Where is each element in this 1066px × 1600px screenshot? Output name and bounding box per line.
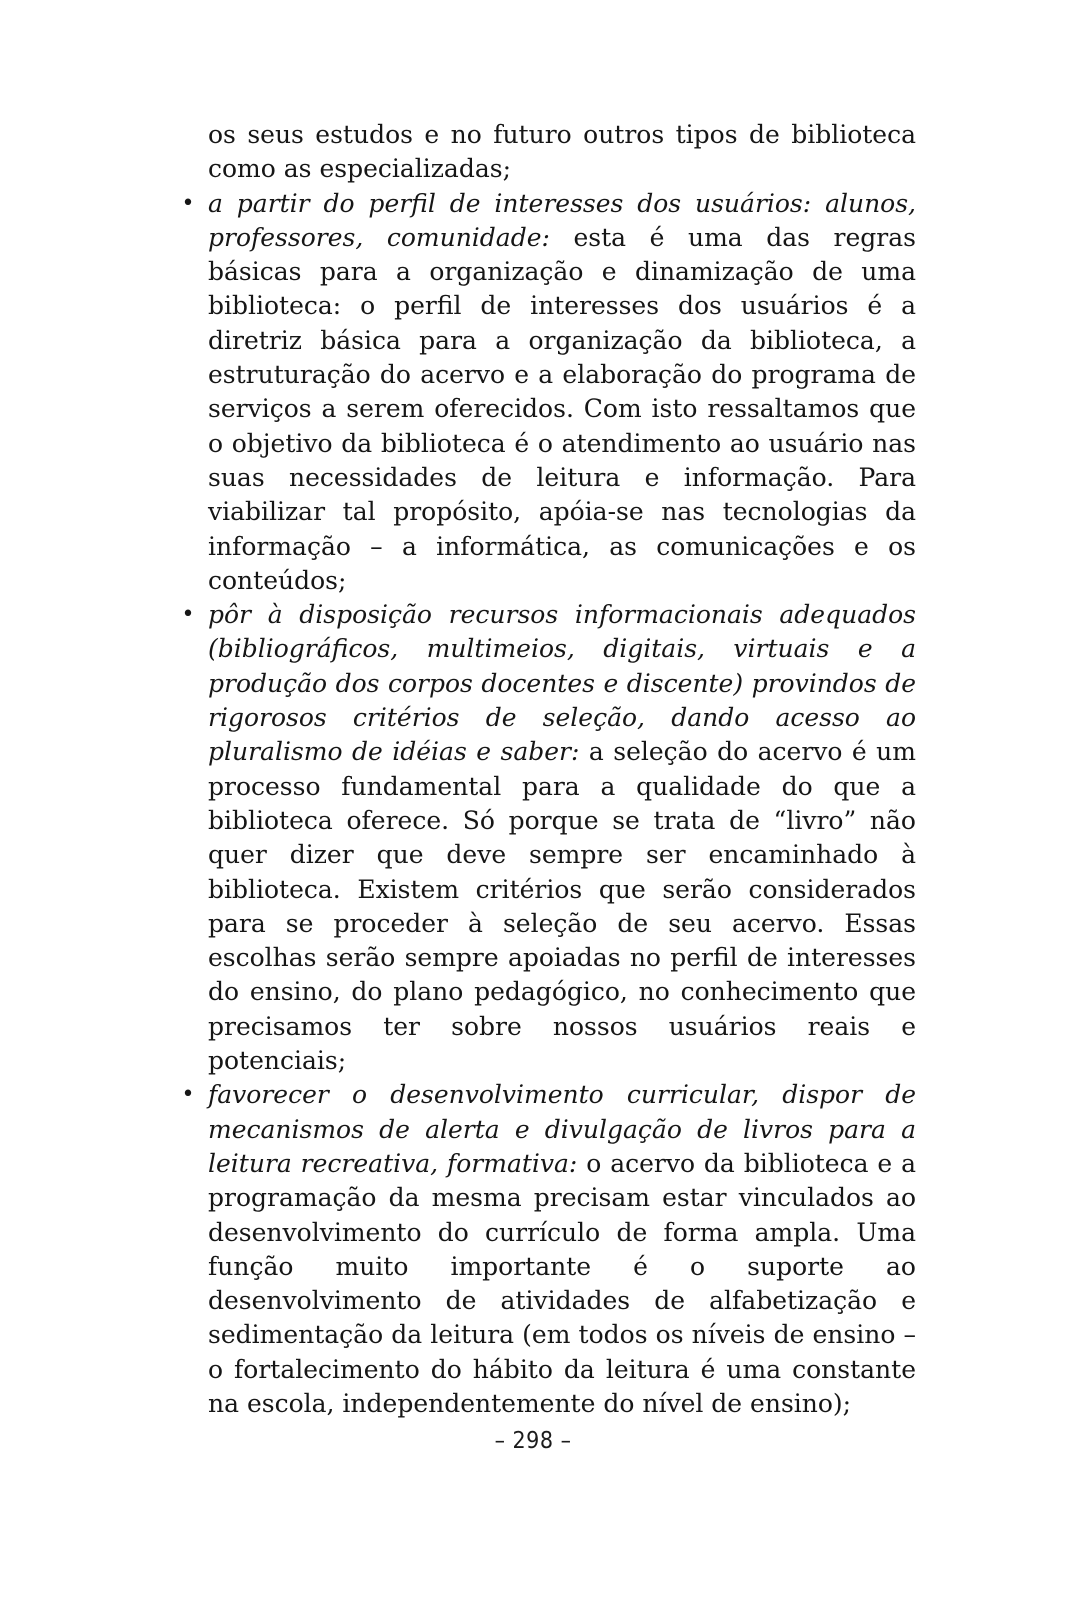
bullet-icon: •: [181, 602, 195, 628]
bullet-icon: •: [181, 190, 195, 216]
item-lead: a partir do perfil de interesses dos usuários: alunos, professores, comunidade:: [208, 188, 916, 252]
bullet-icon: •: [181, 1082, 195, 1108]
item-lead: favorecer o desenvolvimento curricular, dispor de mecanismos de alerta e divulgação de livros para a leitura recreativa, formativa:: [208, 1080, 916, 1178]
item-text: a seleção do acervo é um processo fundamental para a qualidade do que a biblioteca oferece. Só porque se trata de “livro” não quer dizer que deve sempre ser encaminhado à biblioteca. Existem critérios que serão considerados para se proceder à seleção de seu acervo. Essas escolhas serão sempre apoiadas no perfil de interesses do ensino, do plano pedagógico, no conhecimento que precisamos ter sobre nossos usuários reais e potenciais;: [208, 737, 916, 1076]
item-text: esta é uma das regras básicas para a organização e dinamização de uma biblioteca: o perfil de interesses dos usuários é a diretriz básica para a organização da biblioteca, a estruturação do acervo e a elaboração do programa de serviços a serem oferecidos. Com isto ressaltamos que o objetivo da biblioteca é o atendimento ao usuário nas suas necessidades de leitura e informação. Para viabilizar tal propósito, apóia-se nas tecnologias da informação – a informática, as comunicações e os conteúdos;: [208, 222, 916, 595]
bullet-list: [181, 187, 916, 1422]
item-text: o acervo da biblioteca e a programação da mesma precisam estar vinculados ao desenvolvimento do currículo de forma ampla. Uma função muito importante é o suporte ao desenvolvimento de atividades de alfabetização e sedimentação da leitura (em todos os níveis de ensino – o fortalecimento do hábito da leitura é uma constante na escola, independentemente do nível de ensino);: [208, 1148, 916, 1418]
list-item: [181, 187, 916, 599]
item-lead: pôr à disposição recursos informacionais adequados (bibliográficos, multimeios, digitais, virtuais e a produção dos corpos docentes e discente) provindos de rigorosos critérios de seleção, dando acesso ao pluralismo de idéias e saber:: [208, 600, 916, 767]
body-text: [181, 118, 916, 1421]
list-item: [181, 1078, 916, 1421]
page-number: – 298 –: [494, 1428, 572, 1454]
list-item: [181, 598, 916, 1078]
intro-paragraph: os seus estudos e no futuro outros tipos de biblioteca como as especializadas;: [208, 120, 916, 184]
